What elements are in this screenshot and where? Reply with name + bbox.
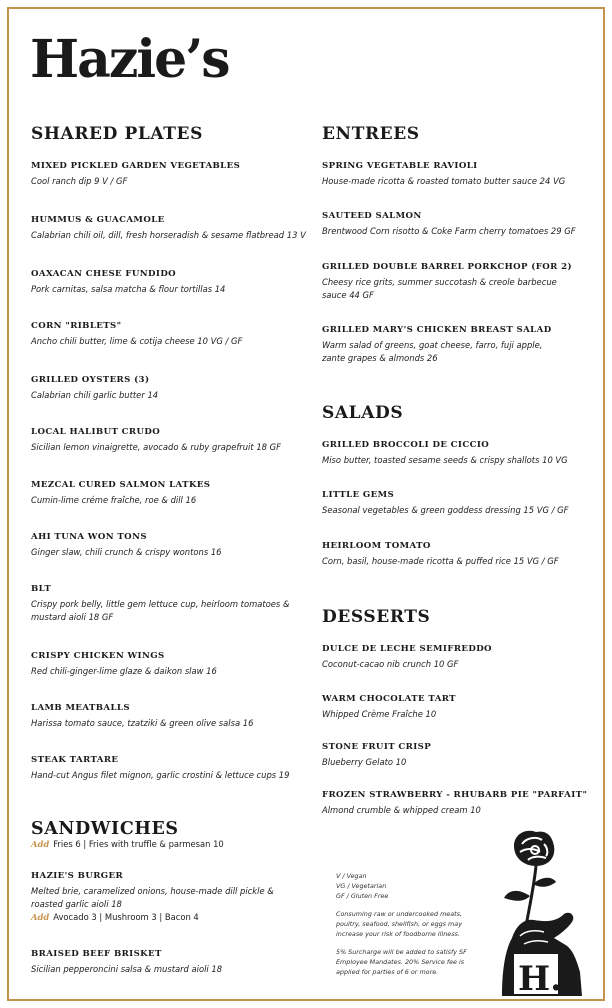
add-label: Add — [31, 839, 50, 849]
menu-item — [322, 741, 592, 769]
menu-item — [322, 324, 562, 365]
item-description: Miso butter, toasted sesame seeds & crispy shallots 10 VG — [322, 455, 568, 465]
menu-item — [31, 426, 311, 454]
menu-item — [322, 693, 592, 721]
item-description: Calabrian chili oil, dill, fresh horseradish & sesame flatbread 13 V — [31, 230, 306, 240]
item-description: Sicilian pepperoncini salsa & mustard aioli 18 — [31, 964, 223, 974]
food-safety-warning: Consuming raw or undercooked meats, poultry, seafood, shellfish, or eggs may increase your risk of foodborne illness. — [336, 910, 463, 938]
legend-gluten-free: GF / Gluten Free — [336, 892, 389, 900]
add-ons-line — [31, 911, 301, 924]
legend-vegetarian: VG / Vegetarian — [336, 882, 387, 890]
item-name: GRILLED DOUBLE BARREL PORKCHOP (FOR 2) — [322, 262, 572, 272]
menu-item — [31, 160, 311, 188]
add-ons-text: Avocado 3 | Mushroom 3 | Bacon 4 — [53, 912, 199, 922]
menu-item — [322, 643, 592, 671]
item-name: LOCAL HALIBUT CRUDO — [31, 427, 161, 437]
desserts-section — [322, 607, 582, 627]
menu-item — [31, 374, 311, 402]
item-description: Coconut-cacao nib crunch 10 GF — [322, 659, 459, 669]
item-name: BRAISED BEEF BRISKET — [31, 949, 162, 959]
item-name: MIXED PICKLED GARDEN VEGETABLES — [31, 161, 241, 171]
restaurant-logo: Hazie’s — [30, 29, 229, 90]
item-description: Cumin-lime créme fraîche, roe & dill 16 — [31, 495, 197, 505]
item-description: Harissa tomato sauce, tzatziki & green olive salsa 16 — [31, 718, 254, 728]
menu-item — [31, 650, 311, 678]
section-title: SHARED PLATES — [31, 124, 203, 144]
item-name: LITTLE GEMS — [322, 490, 395, 500]
menu-item — [31, 754, 316, 782]
item-name: CRISPY CHICKEN WINGS — [31, 651, 165, 661]
item-name: SPRING VEGETABLE RAVIOLI — [322, 161, 478, 171]
item-description: Cool ranch dip 9 V / GF — [31, 176, 128, 186]
item-description: Blueberry Gelato 10 — [322, 757, 407, 767]
item-description: Calabrian chili garlic butter 14 — [31, 390, 159, 400]
surcharge-note: 5% Surcharge will be added to satisfy SF Employee Mandates. 20% Service fee is applied for parties of 6 or more. — [336, 948, 467, 976]
item-name: MEZCAL CURED SALMON LATKES — [31, 480, 211, 490]
item-name: GRILLED OYSTERS (3) — [31, 375, 150, 385]
item-name: HUMMUS & GUACAMOLE — [31, 215, 165, 225]
item-name: HEIRLOOM TOMATO — [322, 541, 431, 551]
item-name: SAUTEED SALMON — [322, 211, 422, 221]
menu-item — [31, 531, 311, 559]
item-name: GRILLED MARY'S CHICKEN BREAST SALAD — [322, 325, 552, 335]
sandwiches-section — [31, 819, 316, 851]
item-description: House-made ricotta & roasted tomato butter sauce 24 VG — [322, 176, 566, 186]
menu-item — [31, 320, 311, 348]
menu-item — [322, 210, 582, 238]
item-name: STEAK TARTARE — [31, 755, 119, 765]
item-name: CORN "RIBLETS" — [31, 321, 122, 331]
item-description: Ancho chili butter, lime & cotija cheese 10 VG / GF — [31, 336, 243, 346]
menu-item — [31, 479, 311, 507]
menu-item — [31, 702, 311, 730]
menu-item — [322, 261, 572, 302]
add-label: Add — [31, 912, 50, 922]
item-description: Ginger slaw, chili crunch & crispy wontons 16 — [31, 547, 222, 557]
item-description: Warm salad of greens, goat cheese, farro, fuji apple, zante grapes & almonds 26 — [322, 340, 543, 363]
monogram-text: H. — [518, 959, 562, 996]
item-name: AHI TUNA WON TONS — [31, 532, 147, 542]
shared-plates-section — [31, 124, 316, 144]
menu-item — [31, 948, 311, 976]
section-title: DESSERTS — [322, 607, 431, 627]
item-name: LAMB MEATBALLS — [31, 703, 130, 713]
menu-item — [322, 540, 592, 568]
menu-item — [322, 489, 592, 517]
menu-item — [31, 583, 293, 624]
section-title: SALADS — [322, 403, 404, 423]
item-name: HAZIE'S BURGER — [31, 871, 123, 881]
menu-item — [322, 439, 592, 467]
item-name: STONE FRUIT CRISP — [322, 742, 432, 752]
menu-item — [31, 268, 311, 296]
menu-item — [31, 870, 301, 924]
menu-item — [31, 214, 311, 242]
item-name: DULCE DE LECHE SEMIFREDDO — [322, 644, 492, 654]
section-title: ENTREES — [322, 124, 420, 144]
item-name: WARM CHOCOLATE TART — [322, 694, 456, 704]
item-description: Sicilian lemon vinaigrette, avocado & ruby grapefruit 18 GF — [31, 442, 281, 452]
item-description: Crispy pork belly, little gem lettuce cup, heirloom tomatoes & mustard aioli 18 GF — [31, 599, 290, 622]
item-description: Seasonal vegetables & green goddess dressing 15 VG / GF — [322, 505, 569, 515]
legend-vegan: V / Vegan — [336, 872, 367, 880]
add-ons-line — [31, 838, 316, 851]
entrees-section — [322, 124, 582, 144]
salads-section — [322, 403, 582, 423]
item-description: Whipped Crème Fraîche 10 — [322, 709, 437, 719]
item-description: Red chili-ginger-lime glaze & daikon slaw 16 — [31, 666, 217, 676]
section-title: SANDWICHES — [31, 819, 179, 839]
item-name: GRILLED BROCCOLI DE CICCIO — [322, 440, 490, 450]
item-name: BLT — [31, 584, 52, 594]
item-description: Melted brie, caramelized onions, house-made dill pickle & roasted garlic aioli 18 — [31, 886, 274, 909]
item-description: Corn, basil, house-made ricotta & puffed rice 15 VG / GF — [322, 556, 559, 566]
item-description: Pork carnitas, salsa matcha & flour tortillas 14 — [31, 284, 226, 294]
add-ons-text: Fries 6 | Fries with truffle & parmesan 10 — [53, 839, 224, 849]
dietary-notes — [336, 871, 486, 977]
hand-holding-flower-icon — [490, 826, 590, 996]
item-description: Brentwood Corn risotto & Coke Farm cherry tomatoes 29 GF — [322, 226, 576, 236]
menu-item — [322, 160, 582, 188]
item-description: Hand-cut Angus filet mignon, garlic crostini & lettuce cups 19 — [31, 770, 290, 780]
item-name: FROZEN STRAWBERRY - RHUBARB PIE "PARFAIT" — [322, 790, 588, 800]
item-description: Cheesy rice grits, summer succotash & creole barbecue sauce 44 GF — [322, 277, 557, 300]
item-description: Almond crumble & whipped cream 10 — [322, 805, 481, 815]
menu-item — [322, 789, 594, 817]
item-name: OAXACAN CHESE FUNDIDO — [31, 269, 177, 279]
